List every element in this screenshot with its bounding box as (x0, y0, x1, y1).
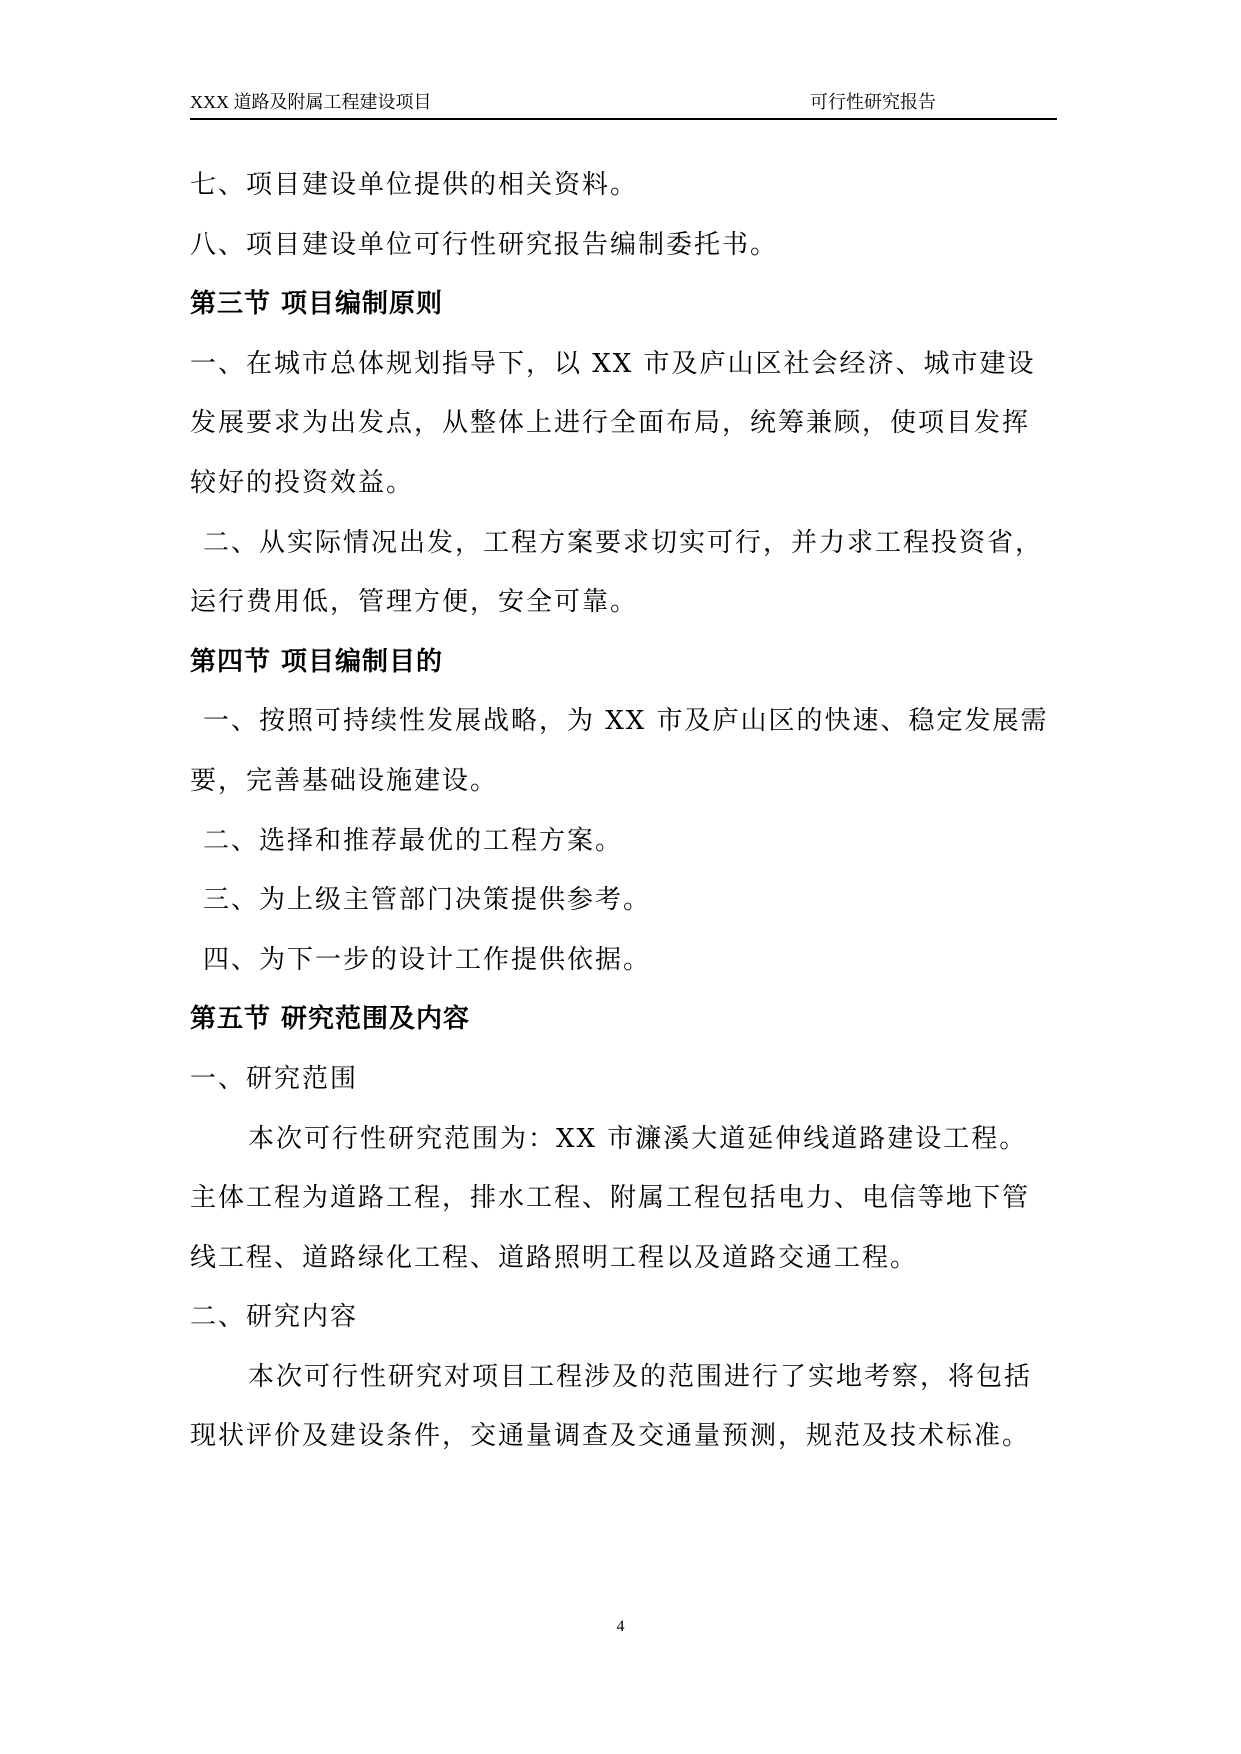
purpose-4: 四、为下一步的设计工作提供依据。 (203, 944, 652, 975)
section-heading-5: 第五节 研究范围及内容 (190, 1004, 471, 1035)
purpose-1-line-1: 一、按照可持续性发展战略，为 XX 市及庐山区的快速、稳定发展需 (203, 706, 1049, 737)
header-report-type: 可行性研究报告 (810, 92, 936, 112)
purpose-2: 二、选择和推荐最优的工程方案。 (203, 825, 624, 856)
scope-line-2: 主体工程为道路工程，排水工程、附属工程包括电力、电信等地下管 (190, 1183, 1031, 1214)
principle-1-line-2: 发展要求为出发点，从整体上进行全面布局，统筹兼顾，使项目发挥 (190, 408, 1031, 439)
principle-1-line-3: 较好的投资效益。 (190, 467, 415, 498)
content-line-2: 现状评价及建设条件，交通量调查及交通量预测，规范及技术标准。 (190, 1421, 1031, 1452)
purpose-1-line-2: 要，完善基础设施建设。 (190, 765, 499, 796)
principle-2-line-2: 运行费用低，管理方便，安全可靠。 (190, 587, 639, 618)
page-header (190, 86, 1057, 120)
paragraph-item-7: 七、项目建设单位提供的相关资料。 (190, 170, 639, 200)
scope-line-1: 本次可行性研究范围为：XX 市濂溪大道延伸线道路建设工程。 (248, 1123, 1028, 1154)
header-project-title: XXX 道路及附属工程建设项目 (190, 92, 432, 112)
page-number: 4 (616, 1618, 625, 1635)
purpose-3: 三、为上级主管部门决策提供参考。 (203, 885, 652, 916)
section-heading-3: 第三节 项目编制原则 (190, 289, 444, 320)
scope-line-3: 线工程、道路绿化工程、道路照明工程以及道路交通工程。 (190, 1242, 919, 1273)
content-line-1: 本次可行性研究对项目工程涉及的范围进行了实地考察，将包括 (248, 1361, 1033, 1392)
subheading-content: 二、研究内容 (190, 1302, 359, 1333)
paragraph-item-8: 八、项目建设单位可行性研究报告编制委托书。 (190, 229, 779, 260)
section-heading-4: 第四节 项目编制目的 (190, 646, 444, 677)
principle-2-line-1: 二、从实际情况出发，工程方案要求切实可行，并力求工程投资省， (203, 527, 1044, 558)
subheading-scope: 一、研究范围 (190, 1063, 359, 1094)
principle-1-line-1: 一、在城市总体规划指导下，以 XX 市及庐山区社会经济、城市建设 (190, 348, 1036, 379)
document-body (190, 156, 1070, 1467)
